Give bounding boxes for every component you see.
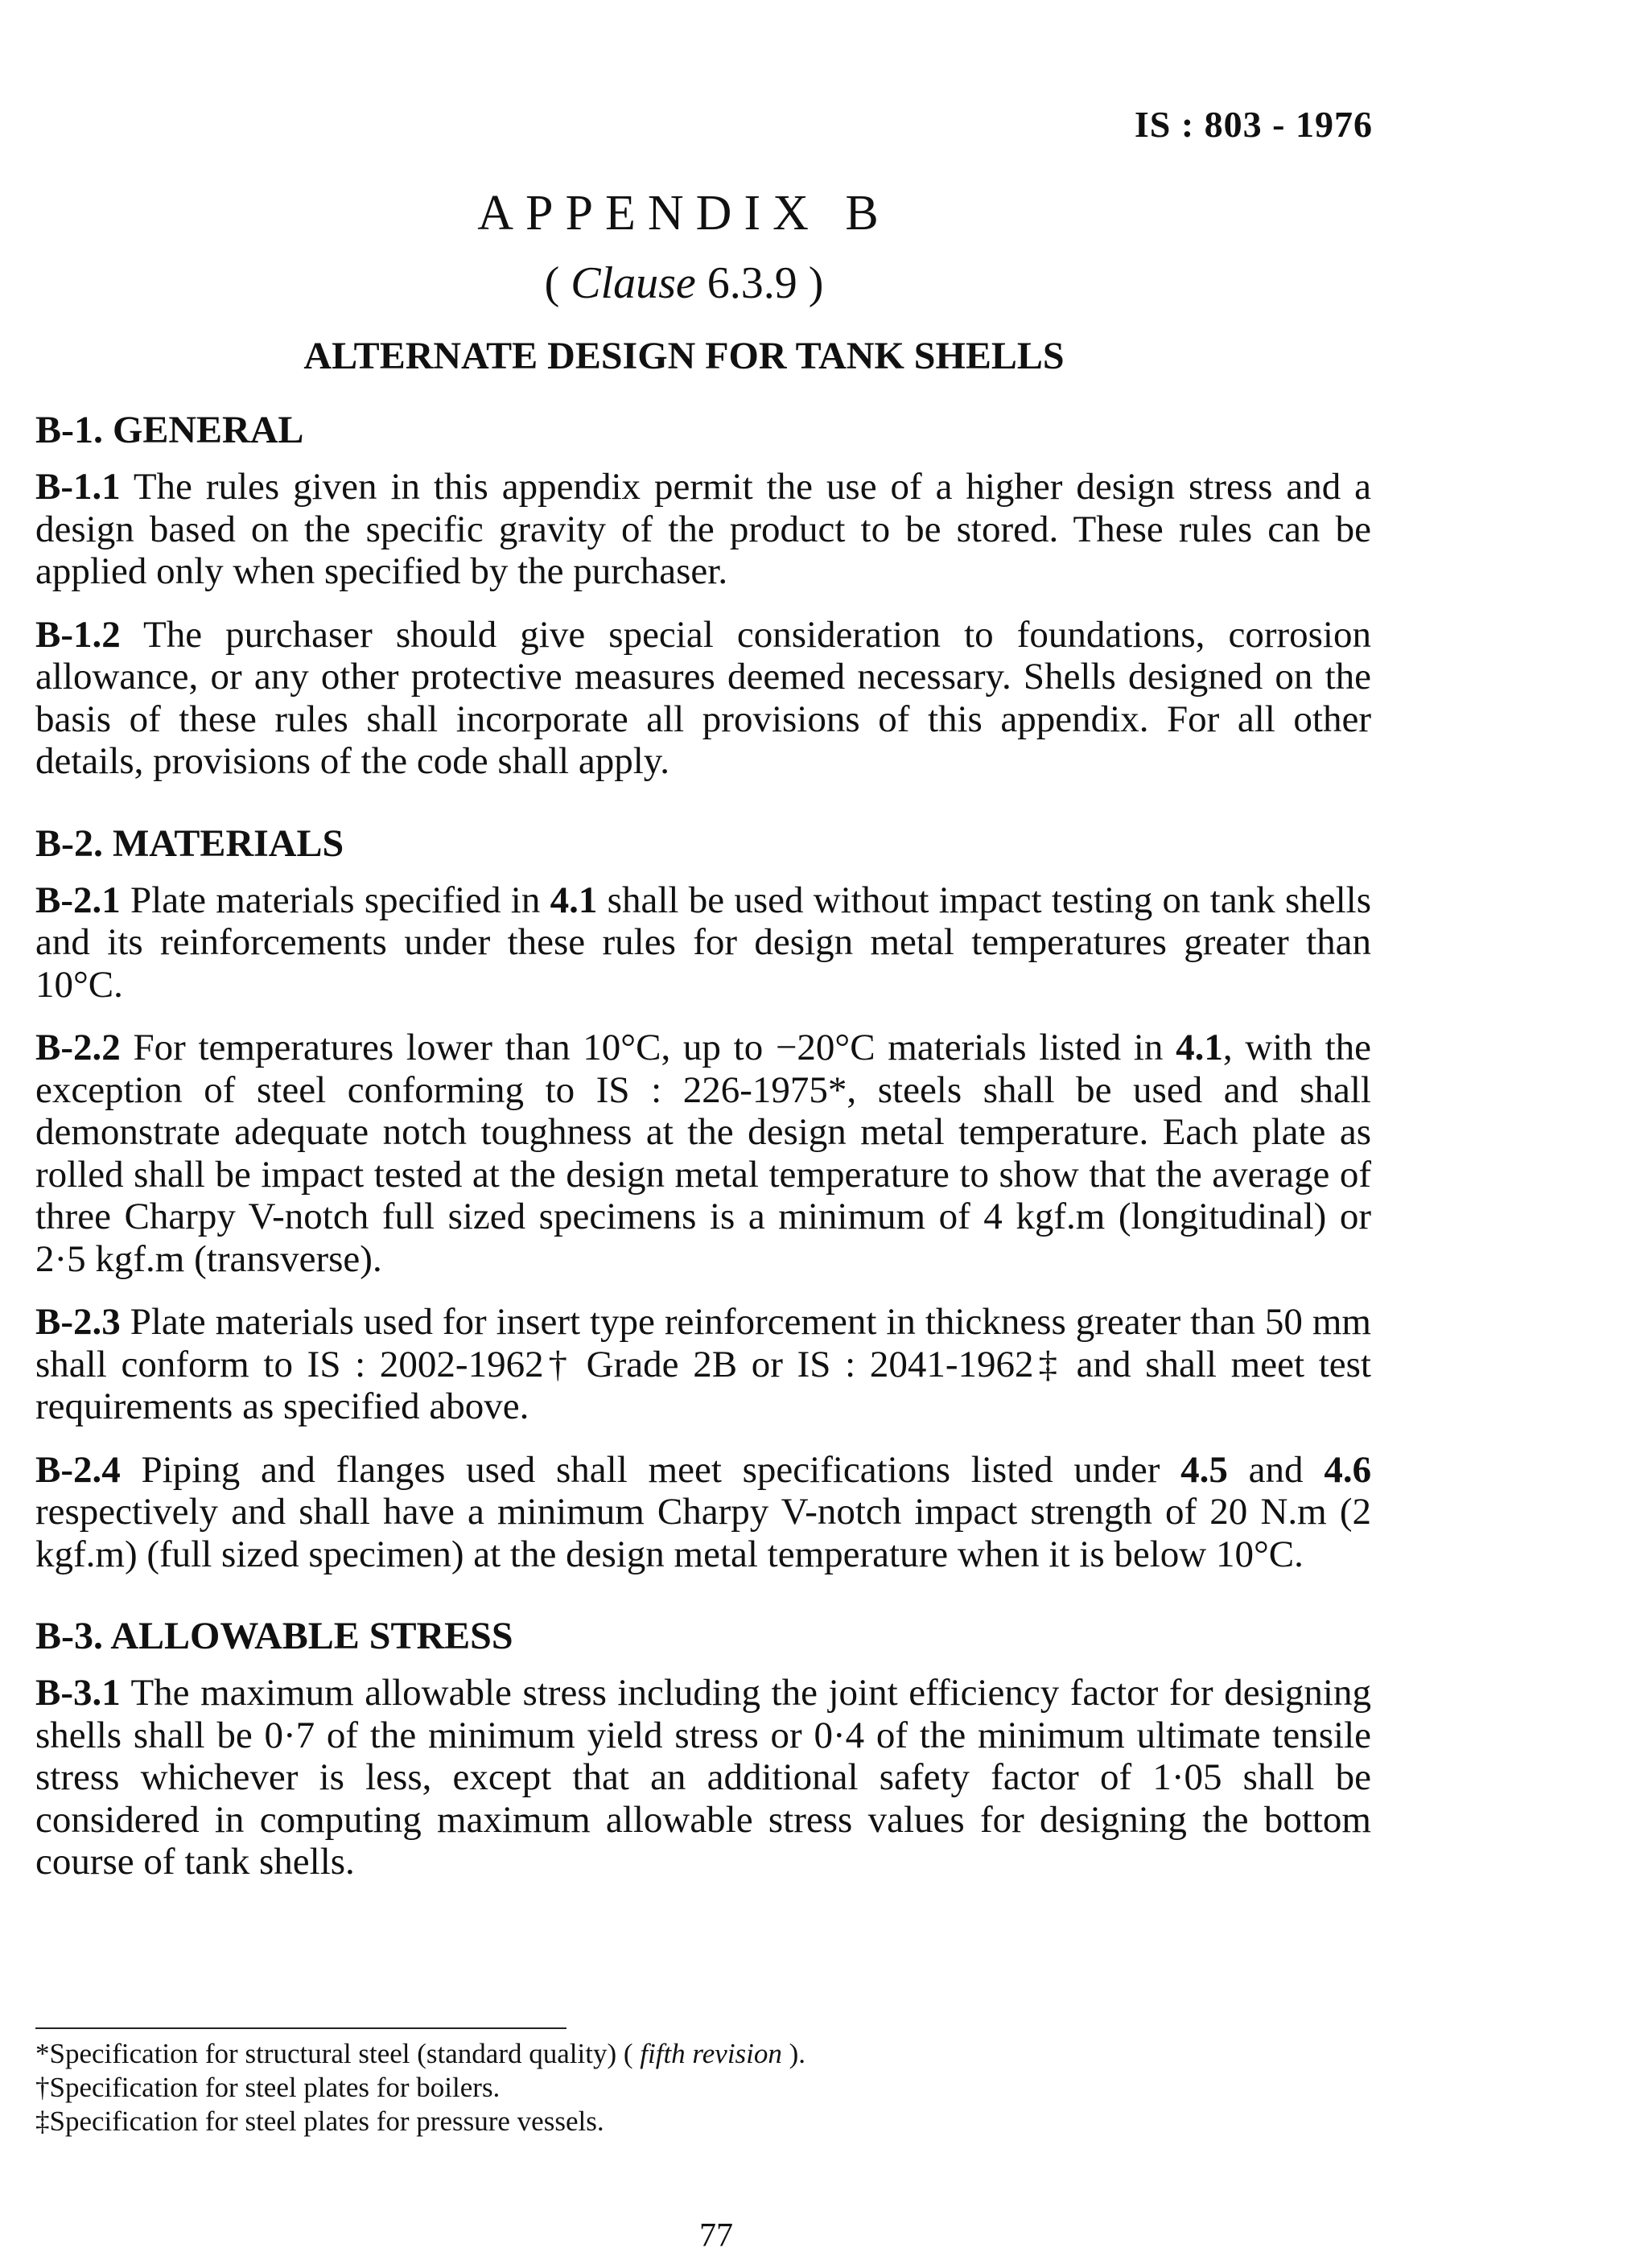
section-heading-materials: B-2. MATERIALS [35, 821, 344, 865]
clause-b-1-1 [35, 466, 1371, 593]
section-heading-general: B-1. GENERAL [35, 409, 304, 451]
clause-b-1-2 [35, 614, 1371, 783]
clause-text: Plate materials specified in [130, 879, 541, 921]
clause-number: B-3.1 [35, 1672, 121, 1714]
footnotes [35, 2027, 1371, 2138]
clause-b-3-1 [35, 1672, 1371, 1883]
footnote-text-end: ). [789, 2038, 806, 2069]
page-number: 77 [699, 2217, 733, 2254]
clause-text: Plate materials used for insert type reinforcement in thickness greater than 50 mm shall conform to IS : 2002-1962† Grade 2B or IS : 2041-1962‡ and shall meet test requirements as specified above. [35, 1301, 1371, 1427]
clause-cross-reference: 4.1 [550, 879, 598, 921]
appendix-title: APPENDIX B [477, 186, 891, 241]
clause-text: shall be used without impact testing on tank shells and its reinforcements under these rules for design metal temperatures greater than 10°C. [35, 879, 1372, 1006]
section-heading-allowable-stress: B-3. ALLOWABLE STRESS [35, 1615, 513, 1657]
footnote-italic: fifth revision [640, 2038, 782, 2069]
clause-number: B-1.1 [35, 466, 121, 508]
clause-cross-reference: 4.6 [1324, 1448, 1372, 1491]
clause-number: 6.3.9 [707, 258, 797, 308]
standard-number: IS : 803 - 1976 [1134, 104, 1373, 145]
clause-text: and [1248, 1448, 1304, 1491]
clause-b-2-1 [35, 879, 1371, 1006]
clause-word: Clause [571, 258, 696, 308]
clause-number: B-2.3 [35, 1301, 121, 1343]
clause-text: respectively and shall have a minimum Charpy V-notch impact strength of 20 N.m (2 kgf.m) (full sized specimen) at the design metal temperature when it is below 10°C. [35, 1491, 1371, 1575]
clause-text: , with the exception of steel conforming to IS : 226-1975*, steels shall be used and shall demonstrate adequate notch toughness at the design metal temperature. Each plate as rolled shall be impact tested at the design metal temperature to show that the average of three Charpy V-notch full sized specimens is a minimum of 4 kgf.m (longitudinal) or 2·5 kgf.m (transverse). [35, 1027, 1372, 1280]
clause-text: The maximum allowable stress including the joint efficiency factor for designing shells shall be 0·7 of the minimum yield stress or 0·4 of the minimum ultimate tensile stress whichever is less, except that an additional safety factor of 1·05 shall be considered in computing maximum allowable stress values for designing the bottom course of tank shells. [35, 1672, 1371, 1883]
footnote-text: *Specification for structural steel (standard quality) ( [35, 2038, 633, 2069]
footnote-divider [35, 2027, 566, 2029]
clause-cross-reference: 4.5 [1180, 1448, 1228, 1491]
clause-cross-reference: 4.1 [1176, 1027, 1223, 1068]
document-body [35, 406, 1371, 1883]
clause-number: B-2.2 [35, 1027, 121, 1068]
clause-text: Piping and flanges used shall meet specifications listed under [141, 1448, 1160, 1491]
clause-text: The purchaser should give special consideration to foundations, corrosion allowance, or any other protective measures deemed necessary. Shells designed on the basis of these rules shall incorporate all provisions of this appendix. For all other details, provisions of the code shall apply. [35, 613, 1371, 782]
footnote-2: †Specification for steel plates for boilers. [35, 2072, 501, 2103]
clause-number: B-1.2 [35, 613, 121, 656]
clause-b-2-4 [35, 1449, 1371, 1576]
clause-number: B-2.1 [35, 879, 121, 921]
clause-number: B-2.4 [35, 1448, 121, 1491]
clause-text: For temperatures lower than 10°C, up to −20°C materials listed in [133, 1027, 1164, 1068]
footnote-1 [35, 2037, 1371, 2071]
main-title: ALTERNATE DESIGN FOR TANK SHELLS [303, 335, 1065, 377]
clause-b-2-2 [35, 1027, 1371, 1280]
clause-b-2-3 [35, 1301, 1371, 1428]
footnote-3: ‡Specification for steel plates for pressure vessels. [35, 2105, 604, 2137]
clause-text: The rules given in this appendix permit the use of a higher design stress and a design based on the specific gravity of the product to be stored. These rules can be applied only when specified by the purchaser. [35, 466, 1371, 592]
clause-reference: ( Clause 6.3.9 ) [544, 258, 824, 308]
